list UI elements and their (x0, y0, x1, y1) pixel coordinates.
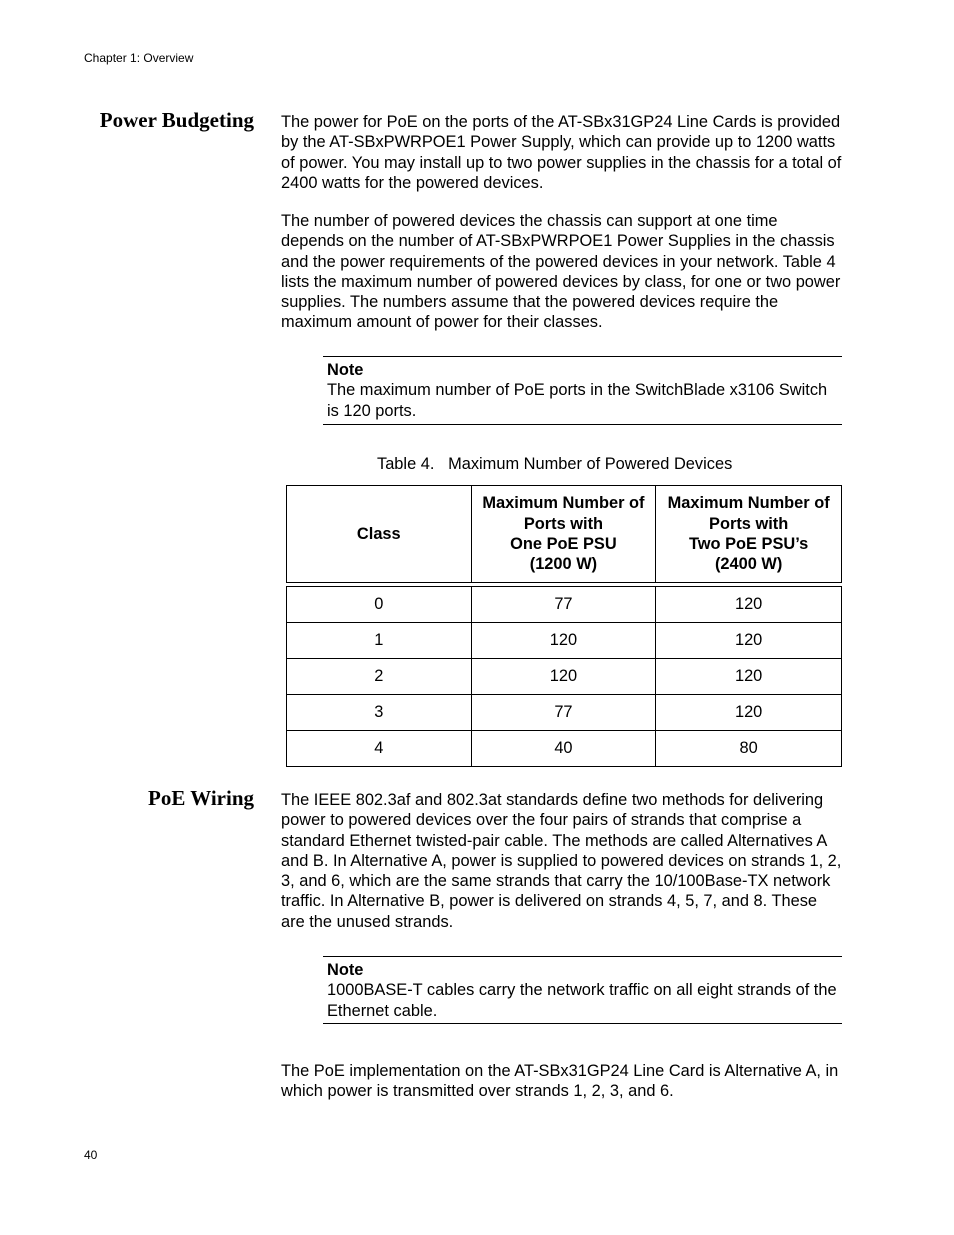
table-cell: 2 (287, 659, 472, 695)
header-line: Ports with (523, 514, 604, 533)
table-header-class (287, 486, 472, 583)
poe-wiring-paragraph-1: The IEEE 802.3af and 802.3at standards define two methods for delivering power to powered devices over the four pairs of strands that comprise a standard Ethernet twisted-pair cable. The methods are called Alternatives A and B. In Alternative A, power is supplied to powered devices on strands 1, 2, 3, and 6, which are the same strands that carry the 10/100Base-TX network traffic. In Alternative B, power is delivered on strands 4, 5, 7, and 8. These are the unused strands. (281, 791, 842, 931)
note-text: The maximum number of PoE ports in the SwitchBlade x3106 Switch is 120 ports. (327, 381, 828, 420)
header-line: Ports with (709, 514, 789, 533)
table-cell: 1 (287, 623, 472, 659)
table-cell: 120 (471, 659, 656, 695)
note-box-max-ports (323, 356, 842, 425)
table-cell: 120 (656, 587, 842, 623)
running-header: Chapter 1: Overview (84, 51, 194, 65)
poe-wiring-paragraph-2: The PoE implementation on the AT-SBx31GP24 Line Card is Alternative A, in which power is transmitted over strands 1, 2, 3, and 6. (281, 1062, 839, 1101)
table-cell: 77 (471, 587, 656, 623)
table-row (287, 623, 842, 659)
table-cell: 3 (287, 695, 472, 731)
table-cell: 0 (287, 587, 472, 623)
section-heading-poe-wiring: PoE Wiring (148, 786, 254, 810)
table-row (287, 695, 842, 731)
header-line: One PoE PSU (510, 535, 617, 553)
header-line: (2400 W) (714, 555, 783, 574)
table-cell: 4 (287, 731, 472, 767)
table-cell: 40 (471, 731, 656, 767)
table-row (287, 731, 842, 767)
header-line: Maximum Number of (482, 494, 645, 513)
note-box-1000base-t (323, 956, 842, 1024)
note-title: Note (327, 361, 364, 379)
header-line: Class (356, 524, 401, 543)
powered-devices-table (286, 485, 842, 767)
power-budgeting-paragraph-2: The number of powered devices the chassis can support at one time depends on the number of AT-SBxPWRPOE1 Power Supplies in the chassis and the power requirements of the powered devices in your network. Table 4 lists the maximum number of powered devices by class, for one or two power supplies. The numbers assume that the powered devices require the maximum amount of power for their classes. (281, 212, 841, 332)
header-line: Two PoE PSU’s (688, 535, 809, 553)
note-text: 1000BASE-T cables carry the network traffic on all eight strands of the Ethernet cable. (327, 981, 837, 1020)
header-line: (1200 W) (529, 555, 598, 574)
table-row (287, 659, 842, 695)
table-cell: 120 (656, 659, 842, 695)
header-line: Maximum Number of (667, 494, 830, 513)
table-header-one-psu (471, 486, 656, 583)
table-caption: Table 4. Maximum Number of Powered Devices (377, 455, 733, 473)
page-number: 40 (84, 1148, 98, 1162)
table-cell: 120 (656, 695, 842, 731)
table-cell: 120 (471, 623, 656, 659)
table-cell: 120 (656, 623, 842, 659)
table-cell: 80 (656, 731, 842, 767)
table-header-two-psu (656, 486, 842, 583)
note-title: Note (327, 961, 364, 979)
table-row (287, 587, 842, 623)
table-cell: 77 (471, 695, 656, 731)
power-budgeting-paragraph-1: The power for PoE on the ports of the AT-SBx31GP24 Line Cards is provided by the AT-SBxPWRPOE1 Power Supply, which can provide up to 1200 watts of power. You may install up to two power supplies in the chassis for a total of 2400 watts for the powered devices. (281, 113, 842, 192)
section-heading-power-budgeting: Power Budgeting (99, 108, 254, 132)
